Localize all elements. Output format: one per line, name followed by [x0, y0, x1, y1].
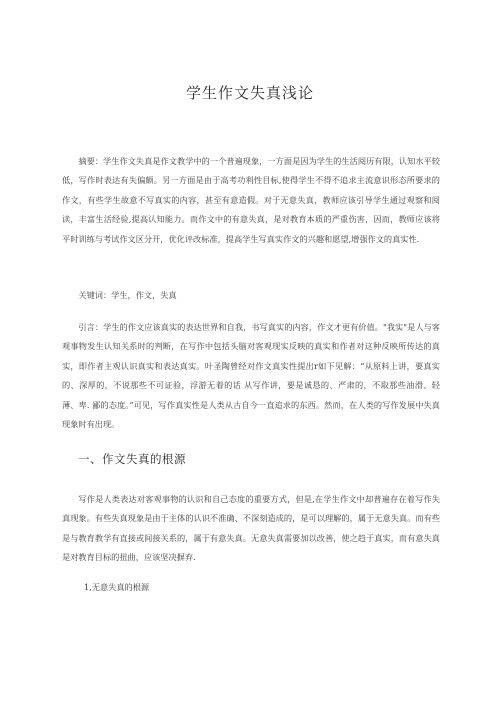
intro-paragraph: 引言：学生的作文应该真实的表达世界和自我，书写真实的内容，作文才更有价值。"我实"是人与客观事物发生认知关系时的判断，在写作中包括头脑对客观现实反映的真实和作者对这种反映所传达的真实，即作者主观认识真实和表达真实。叶圣陶曾经对作文真实性提出r如下见解：“从原料上讲，要真实的、深厚的，不说那些不可证验，浮游无着的话 从写作讲，要是诚恳的、严肃的，不取那些油滑、轻薄、卑. 鄙的态度。”可见，写作真实性是人类从古自今一直追求的东西。然而，在人类的写作发展中失真现象时有出现。	[62, 322, 440, 430]
section-heading: 一、作文失真的根源	[78, 452, 186, 466]
section-paragraph: 写作是人类表达对客观事物的认识和自己态度的重要方式，但是,在学生作文中却普遍存在着写作失真现象。有些失真现象是由于主体的认识不准确、不深刻造成的，是可以理解的，属于无意失真。而有些是与教育教学有直接或间接关系的，属于有意失真。无意失真需要加以改善，使之趋于真实，而有意失真是对教育目标的扭曲，应该坚决摒弃.	[62, 494, 440, 563]
keywords-paragraph: 关键词：学生，作文，失真	[78, 290, 177, 300]
subsection-heading: 1,无意失真的根源	[84, 582, 150, 592]
document-title: 学生作文失真浅论	[185, 84, 314, 102]
abstract-paragraph: 摘要：学生作文失真是作文教学中的一个普遍现象，一方面是因为学生的生活阅历有限，认知水平较低，写作时表达有失偏颇。另一方面是由于高考功利性目标,使得学生不得不追求主流意识形态所要求的作文，有些学生故意不写真实的内容，甚至有意造假。对于无意失真，教师应该引导学生通过观察和阅读，丰富生活经验,提高认知能力。而作文中的有意失真，是对教育本质的严重伤害，因而，教师应该将平时训练与考试作文区分开，优化评改标准，提高学生写真实作文的兴趣和愿望,增强作文的真实性.	[62, 156, 440, 244]
